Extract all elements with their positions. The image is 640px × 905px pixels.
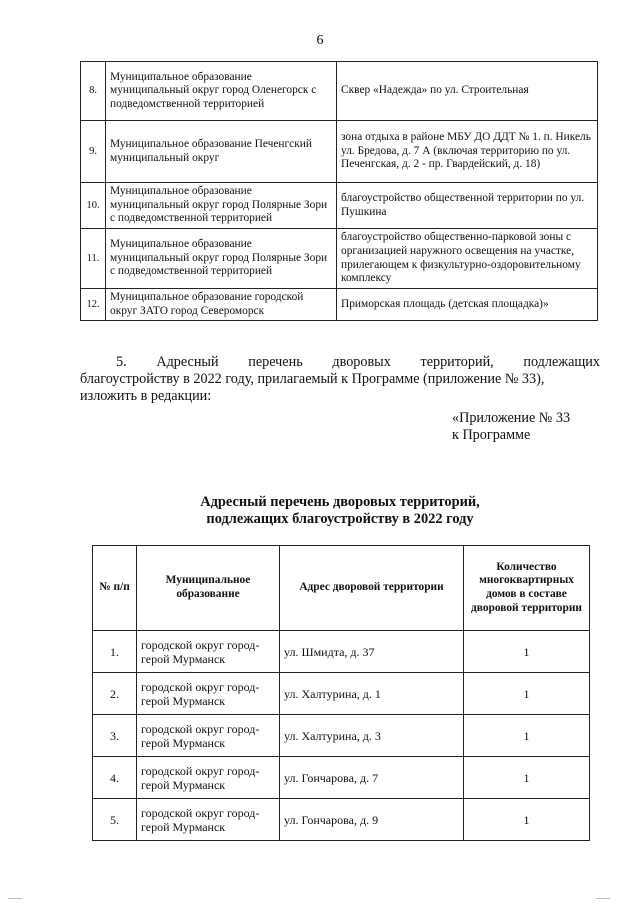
appendix-line: «Приложение № 33: [452, 410, 571, 426]
address-cell: ул. Гончарова, д. 9: [280, 799, 464, 841]
column-header: Количество многоквартирных домов в составе дворовой территории: [464, 546, 590, 631]
document-title: [0, 494, 640, 528]
count-cell: 1: [464, 673, 590, 715]
municipality-cell: городской округ город-герой Мурманск: [137, 757, 280, 799]
paragraph-word: дворовых: [332, 354, 391, 370]
courtyard-territories-table: [92, 545, 590, 841]
municipality-cell: городской округ город-герой Мурманск: [137, 715, 280, 757]
row-number: 12.: [81, 289, 106, 321]
row-number: 4.: [93, 757, 137, 799]
table-header-row: [93, 546, 590, 631]
table-row: [81, 62, 598, 121]
address-cell: ул. Халтурина, д. 1: [280, 673, 464, 715]
address-cell: ул. Халтурина, д. 3: [280, 715, 464, 757]
count-cell: 1: [464, 715, 590, 757]
row-number: 10.: [81, 183, 106, 229]
table-row: [93, 631, 590, 673]
paragraph-word: подлежащих: [523, 354, 600, 370]
paragraph-line: [80, 354, 600, 371]
paragraph-word: 5.: [116, 354, 127, 370]
scan-edge-mark: [8, 898, 22, 899]
row-number: 11.: [81, 229, 106, 289]
table-row: [81, 229, 598, 289]
paragraph-line: изложить в редакции:: [80, 388, 212, 404]
page-number: 6: [316, 33, 324, 48]
object-cell: Приморская площадь (детская площадка)»: [337, 289, 598, 321]
municipality-cell: Муниципальное образование Печенгский муниципальный округ: [106, 121, 337, 183]
municipality-cell: городской округ город-герой Мурманск: [137, 799, 280, 841]
table-row: [93, 757, 590, 799]
row-number: 8.: [81, 62, 106, 121]
column-header: № п/п: [93, 546, 137, 631]
municipality-cell: Муниципальное образование городской округ ЗАТО город Североморск: [106, 289, 337, 321]
column-header: Муниципальное образование: [137, 546, 280, 631]
paragraph-line: благоустройству в 2022 году, прилагаемый к Программе (приложение № 33),: [80, 371, 545, 387]
row-number: 2.: [93, 673, 137, 715]
paragraph-word: перечень: [248, 354, 303, 370]
title-line: подлежащих благоустройству в 2022 году: [206, 511, 474, 527]
scan-edge-mark: [596, 898, 610, 899]
address-cell: ул. Шмидта, д. 37: [280, 631, 464, 673]
appendix-line: к Программе: [452, 427, 531, 443]
row-number: 9.: [81, 121, 106, 183]
table-row: [81, 183, 598, 229]
table-row: [81, 289, 598, 321]
municipality-cell: Муниципальное образование муниципальный округ город Полярные Зори с подведомственной территорией: [106, 183, 337, 229]
count-cell: 1: [464, 631, 590, 673]
table-row: [93, 715, 590, 757]
municipality-cell: Муниципальное образование муниципальный округ город Полярные Зори с подведомственной территорией: [106, 229, 337, 289]
address-cell: ул. Гончарова, д. 7: [280, 757, 464, 799]
municipality-cell: городской округ город-герой Мурманск: [137, 673, 280, 715]
public-territories-table: [80, 61, 598, 321]
object-cell: Сквер «Надежда» по ул. Строительная: [337, 62, 598, 121]
title-line: Адресный перечень дворовых территорий,: [200, 494, 480, 510]
municipality-cell: Муниципальное образование муниципальный округ город Оленегорск с подведомственной территорией: [106, 62, 337, 121]
object-cell: зона отдыха в районе МБУ ДО ДДТ № 1. п. Никель ул. Бредова, д. 7 А (включая территорию по ул. Печенгская, д. 2 - пр. Гвардейский, д. 18): [337, 121, 598, 183]
object-cell: благоустройство общественно-парковой зоны с организацией наружного освещения на участке, прилегающем к физкультурно-оздоровительному комплексу: [337, 229, 598, 289]
paragraph-word: Адресный: [156, 354, 219, 370]
table-row: [93, 799, 590, 841]
table-row: [93, 673, 590, 715]
row-number: 5.: [93, 799, 137, 841]
table-row: [81, 121, 598, 183]
column-header: Адрес дворовой территории: [280, 546, 464, 631]
row-number: 1.: [93, 631, 137, 673]
municipality-cell: городской округ город-герой Мурманск: [137, 631, 280, 673]
count-cell: 1: [464, 757, 590, 799]
amendment-paragraph: [80, 354, 600, 405]
row-number: 3.: [93, 715, 137, 757]
appendix-heading: [452, 410, 570, 444]
object-cell: благоустройство общественной территории по ул. Пушкина: [337, 183, 598, 229]
paragraph-word: территорий,: [420, 354, 494, 370]
count-cell: 1: [464, 799, 590, 841]
